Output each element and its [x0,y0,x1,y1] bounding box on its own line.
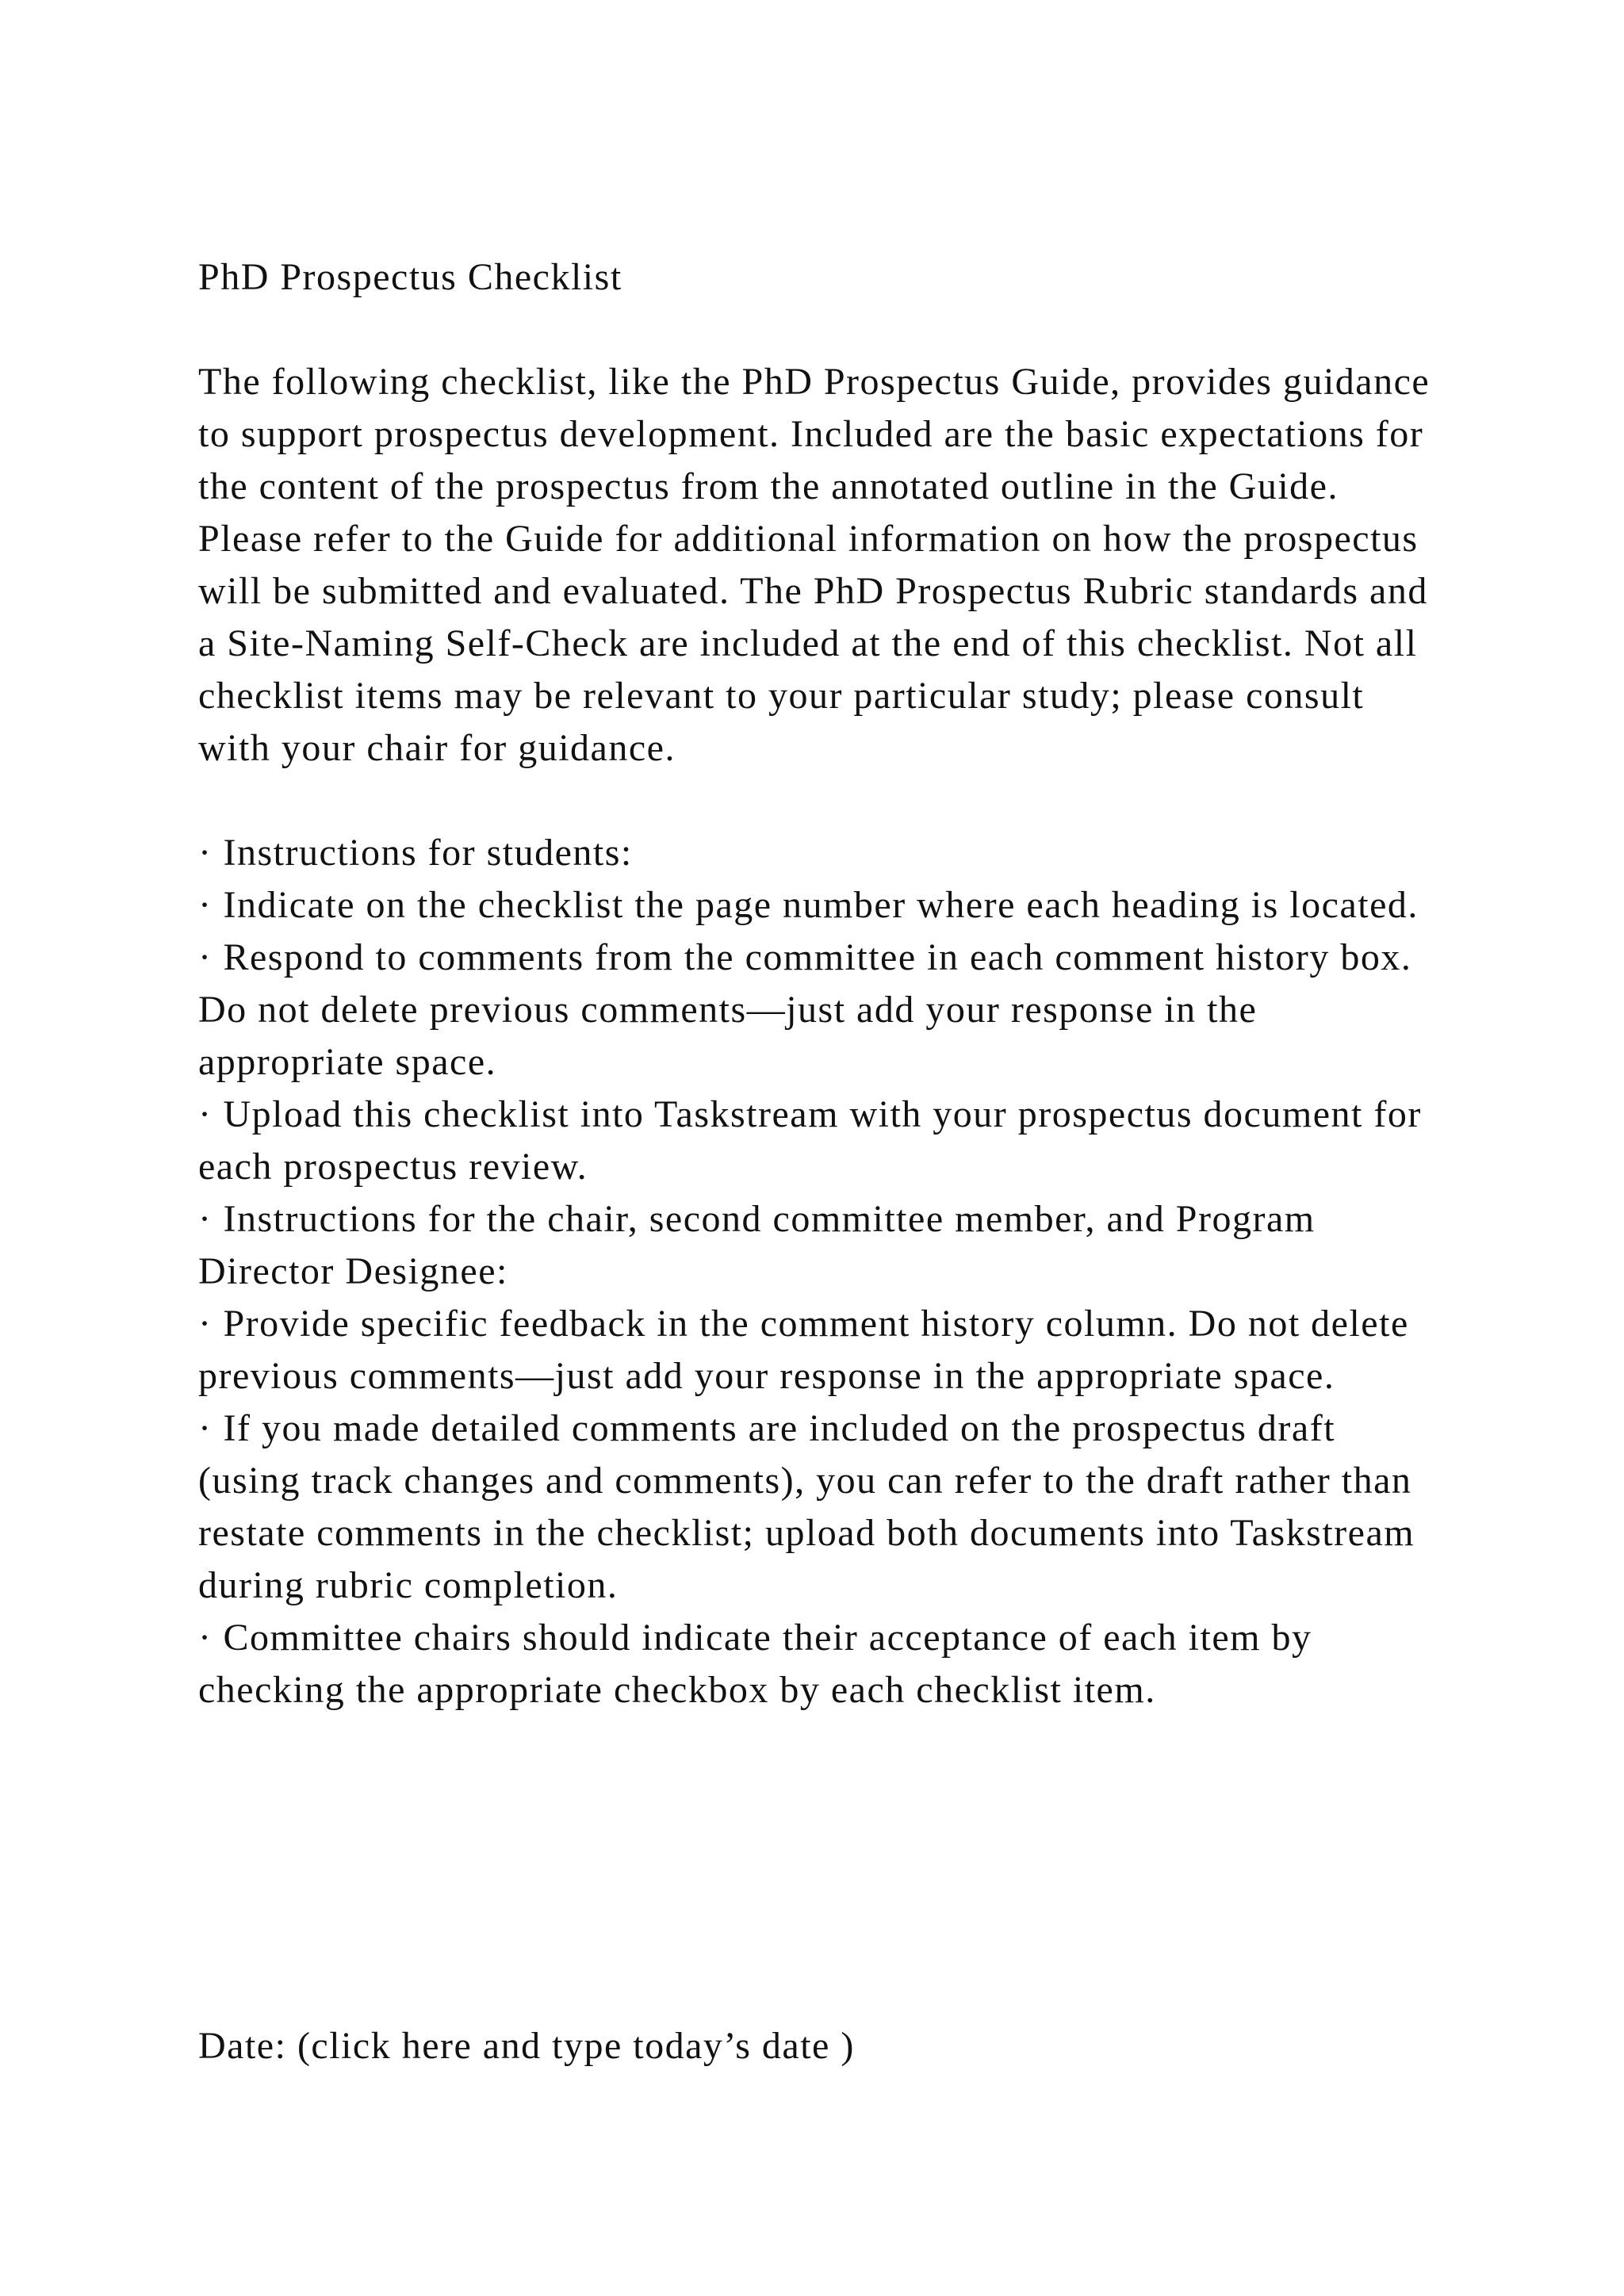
bullet-icon: · [198,1198,213,1240]
bullet-icon: · [198,1093,213,1135]
list-item-text: Provide specific feedback in the comment history column. Do not delete previous comments—just add your response in the appropriate space. [198,1303,1409,1397]
list-item-text: Committee chairs should indicate their acceptance of each item by checking the appropriate checkbox by each checklist item. [198,1617,1312,1711]
list-item-text: If you made detailed comments are included on the prospectus draft (using track changes and comments), you can refer to the draft rather than restate comments in the checklist; upload both documents into Taskstream during rubric completion. [198,1407,1415,1606]
bullet-icon: · [198,936,213,978]
list-item [198,1193,1435,1298]
intro-paragraph: The following checklist, like the PhD Prospectus Guide, provides guidance to support prospectus development. Included are the basic expectations for the content of the prospectus from the annotated outline in the Guide. Please refer to the Guide for additional information on how the prospectus will be submitted and evaluated. The PhD Prospectus Rubric standards and a Site-Naming Self-Check are included at the end of this checklist. Not all checklist items may be relevant to your particular study; please consult with your chair for guidance. [198,361,1431,769]
instruction-list [198,827,1435,1716]
bullet-icon: · [198,1303,213,1345]
list-item-text: Instructions for students: [223,832,633,874]
bullet-icon: · [198,1617,213,1659]
list-item [198,827,1435,879]
list-item [198,932,1435,1089]
bullet-icon: · [198,1407,213,1449]
list-item [198,1298,1435,1402]
list-item-text: Indicate on the checklist the page number where each heading is located. [223,884,1419,926]
document-body [198,251,1435,1716]
bullet-icon: · [198,884,213,926]
list-item [198,879,1435,932]
list-item [198,1402,1435,1612]
list-item-text: Respond to comments from the committee in each comment history box. Do not delete previous comments—just add your response in the appropriate space. [198,936,1412,1083]
list-item-text: Instructions for the chair, second committee member, and Program Director Designee: [198,1198,1316,1292]
date-field[interactable]: Date: (click here and type today’s date ) [198,2025,855,2067]
list-item [198,1089,1435,1193]
list-item-text: Upload this checklist into Taskstream with your prospectus document for each prospectus review. [198,1093,1422,1188]
list-item [198,1612,1435,1716]
document-title: PhD Prospectus Checklist [198,256,622,298]
bullet-icon: · [198,832,213,874]
